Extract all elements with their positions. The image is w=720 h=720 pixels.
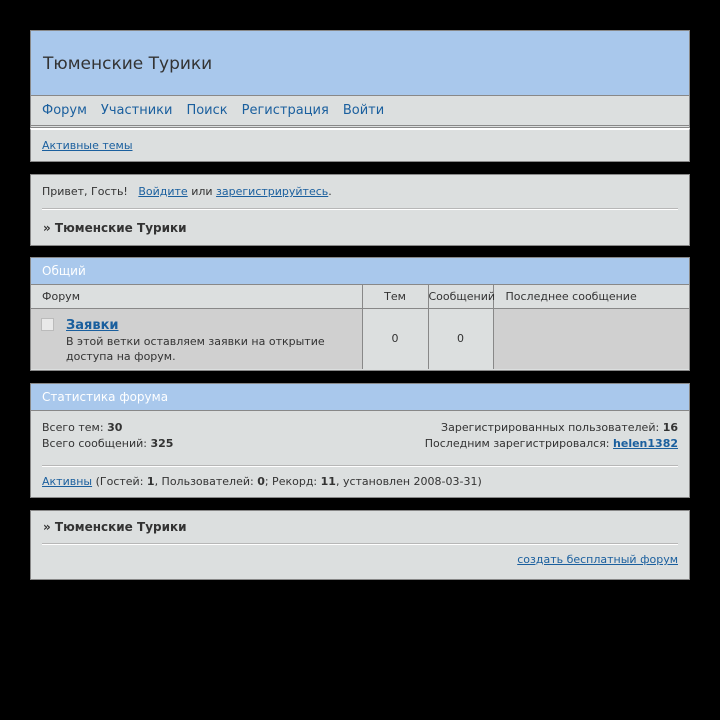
forum-cell bbox=[31, 308, 362, 369]
record-date: , установлен 2008-03-31) bbox=[335, 475, 482, 488]
total-posts-value: 325 bbox=[150, 437, 174, 450]
newest-member-label: Последним зарегистрировался: bbox=[424, 437, 610, 450]
column-header-posts: Сообщений bbox=[428, 285, 493, 308]
total-topics-value: 30 bbox=[107, 421, 123, 434]
topics-count: 0 bbox=[362, 308, 428, 369]
nav-login[interactable]: Войти bbox=[342, 103, 385, 118]
stats-block bbox=[30, 383, 690, 498]
newest-member bbox=[425, 437, 678, 453]
nav-forum[interactable]: Форум bbox=[42, 103, 87, 118]
column-header-topics: Тем bbox=[362, 285, 428, 308]
total-topics-label: Всего тем: bbox=[42, 421, 104, 434]
nav-register[interactable]: Регистрация bbox=[241, 103, 329, 118]
online-link[interactable]: Активны bbox=[42, 475, 93, 488]
guests-label: (Гостей: bbox=[95, 475, 144, 488]
active-topics-link[interactable]: Активные темы bbox=[42, 139, 133, 152]
main-nav bbox=[31, 96, 689, 126]
registered-users-label: Зарегистрированных пользователей: bbox=[441, 421, 660, 434]
category-block bbox=[30, 257, 690, 371]
or-text: или bbox=[191, 185, 213, 198]
footer-breadcrumb: » Тюменские Турики bbox=[43, 520, 187, 534]
total-posts-label: Всего сообщений: bbox=[42, 437, 147, 450]
guests-value: 1 bbox=[146, 475, 155, 488]
category-title: Общий bbox=[31, 258, 689, 285]
stats-title: Статистика форума bbox=[31, 384, 689, 411]
last-post-cell bbox=[493, 308, 689, 369]
total-posts bbox=[42, 437, 173, 453]
table-header bbox=[31, 285, 689, 308]
welcome-message bbox=[42, 175, 678, 208]
active-topics-bar bbox=[30, 128, 690, 162]
posts-count: 0 bbox=[428, 308, 493, 369]
column-header-last-post: Последнее сообщение bbox=[493, 285, 689, 308]
total-topics bbox=[42, 421, 122, 437]
site-title: Тюменские Турики bbox=[31, 31, 689, 96]
registered-users-value: 16 bbox=[662, 421, 678, 434]
forum-status-icon bbox=[41, 318, 54, 331]
footer-block bbox=[30, 510, 690, 580]
register-link[interactable]: зарегистрируйтесь bbox=[216, 185, 329, 198]
table-row bbox=[31, 308, 689, 369]
record-label: ; Рекорд: bbox=[264, 475, 318, 488]
column-header-forum: Форум bbox=[31, 285, 362, 308]
login-link[interactable]: Войдите bbox=[138, 185, 188, 198]
forum-description: В этой ветки оставляем заявки на открытие доступа на форум. bbox=[66, 334, 325, 363]
newest-member-link[interactable]: helen1382 bbox=[613, 437, 678, 450]
registered-users bbox=[441, 421, 678, 437]
greeting-text: Привет, Гость! bbox=[42, 185, 128, 198]
members-value: 0 bbox=[257, 475, 265, 488]
forum-table bbox=[31, 285, 689, 369]
header bbox=[30, 30, 690, 128]
online-info bbox=[42, 467, 678, 488]
welcome-box bbox=[30, 174, 690, 246]
create-forum-link[interactable]: создать бесплатный форум bbox=[517, 553, 678, 566]
members-label: , Пользователей: bbox=[154, 475, 254, 488]
forum-link[interactable]: Заявки bbox=[66, 317, 119, 333]
record-value: 11 bbox=[320, 475, 336, 488]
nav-search[interactable]: Поиск bbox=[186, 103, 228, 118]
nav-members[interactable]: Участники bbox=[100, 103, 173, 118]
period-text: . bbox=[328, 185, 332, 198]
breadcrumb: » Тюменские Турики bbox=[43, 221, 187, 235]
